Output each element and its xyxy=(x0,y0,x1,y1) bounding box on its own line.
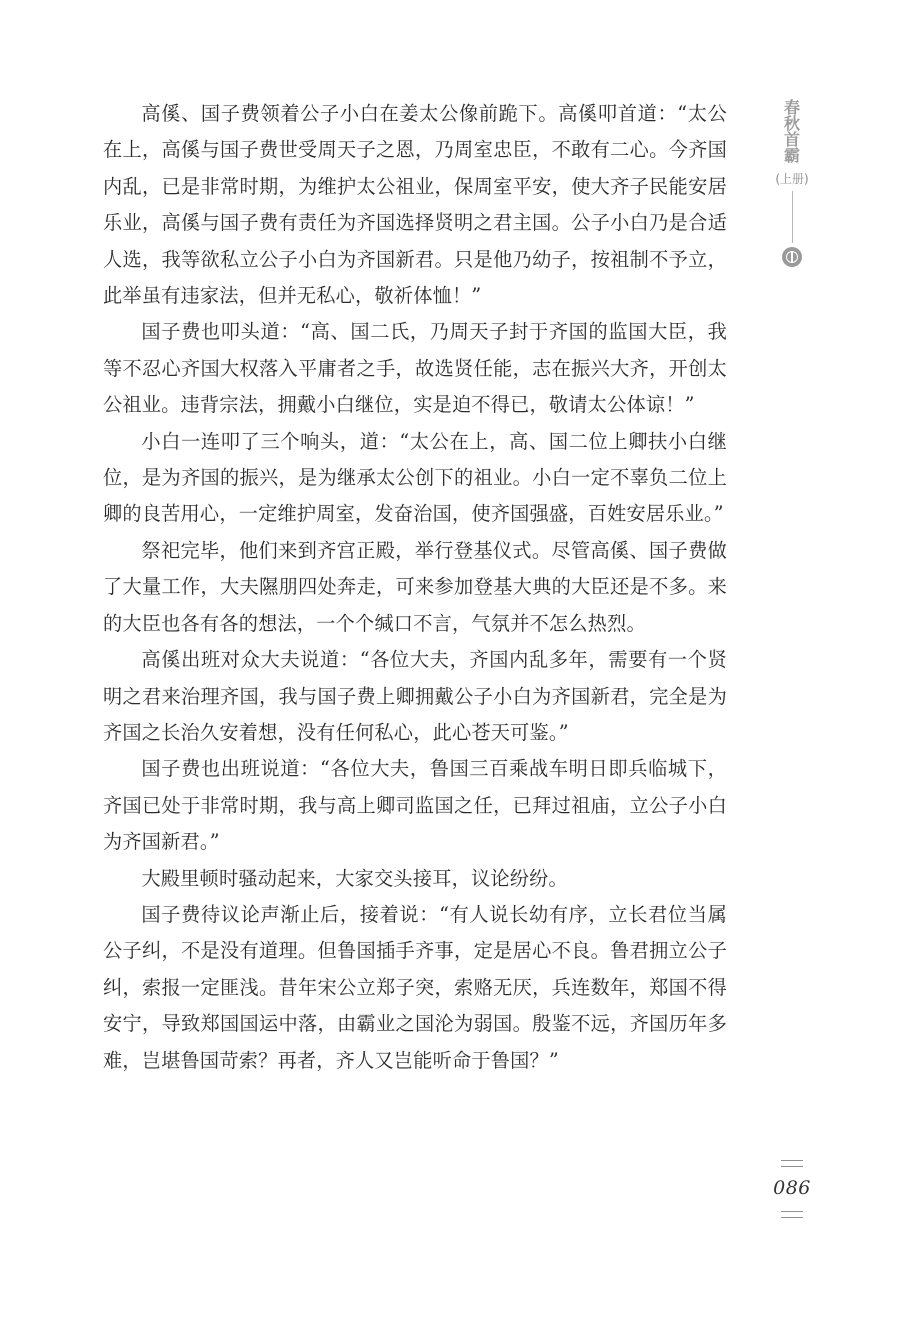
paragraph-2: 国子费也叩头道：“高、国二氏，乃周天子封于齐国的监国大臣，我等不忍心齐国大权落入平庸者之手，故选贤任能，志在振兴大齐，开创太公祖业。违背宗法，拥戴小白继位，实是迫不得已，敬请太公体谅！” xyxy=(103,320,727,417)
divider-line xyxy=(792,191,793,243)
page-number: 086 xyxy=(773,1177,811,1199)
double-rule-bottom xyxy=(781,1211,803,1218)
paragraph-1: 高傒、国子费领着公子小白在姜太公像前跪下。高傒叩首道：“太公在上，高傒与国子费世受周天子之恩，乃周室忠臣，不敢有二心。今齐国内乱，已是非常时期，为维护太公祖业，保周室平安，使大齐子民能安居乐业，高傒与国子费有责任为齐国选择贤明之君主国。公子小白乃是合适人选，我等欲私立公子小白为齐国新君。只是他乃幼子，按祖制不予立，此举虽有违家法，但并无私心，敬祈体恤！” xyxy=(103,102,727,308)
volume-label: (上册) xyxy=(775,172,809,186)
running-header xyxy=(770,100,814,267)
paragraph-4: 祭祀完毕，他们来到齐宫正殿，举行登基仪式。尽管高傒、国子费做了大量工作，大夫隰朋四处奔走，可来参加登基大典的大臣还是不多。来的大臣也各有各的想法，一个个缄口不言，气氛并不怎么热烈。 xyxy=(103,538,727,635)
book-title: 春秋首霸 xyxy=(783,98,800,165)
paragraph-3: 小白一连叩了三个响头，道：“太公在上，高、国二位上卿扶小白继位，是为齐国的振兴，是为继承太公创下的祖业。小白一定不辜负二位上卿的良苦用心，一定维护周室，发奋治国，使齐国强盛，百姓安居乐业。” xyxy=(103,429,727,526)
page-number-block xyxy=(770,1160,814,1218)
paragraph-5: 高傒出班对众大夫说道：“各位大夫，齐国内乱多年，需要有一个贤明之君来治理齐国，我与国子费上卿拥戴公子小白为齐国新君，完全是为齐国之长治久安着想，没有任何私心，此心苍天可鉴。” xyxy=(103,648,727,744)
double-rule-top xyxy=(781,1160,803,1167)
seal-icon xyxy=(782,247,802,267)
paragraph-8: 国子费待议论声渐止后，接着说：“有人说长幼有序，立长君位当属公子纠，不是没有道理。但鲁国插手齐事，定是居心不良。鲁君拥立公子纠，索报一定匪浅。昔年宋公立郑子突，索赂无厌，兵连数年，郑国不得安宁，导致郑国国运中落，由霸业之国沦为弱国。殷鉴不远，齐国历年多难，岂堪鲁国苛索？再者，齐人又岂能听命于鲁国？” xyxy=(103,902,727,1072)
paragraph-6: 国子费也出班说道：“各位大夫，鲁国三百乘战车明日即兵临城下，齐国已处于非常时期，我与高上卿司监国之任，已拜过祖庙，立公子小白为齐国新君。” xyxy=(103,757,727,854)
body-text xyxy=(103,96,727,1079)
paragraph-7: 大殿里顿时骚动起来，大家交头接耳，议论纷纷。 xyxy=(141,866,568,890)
